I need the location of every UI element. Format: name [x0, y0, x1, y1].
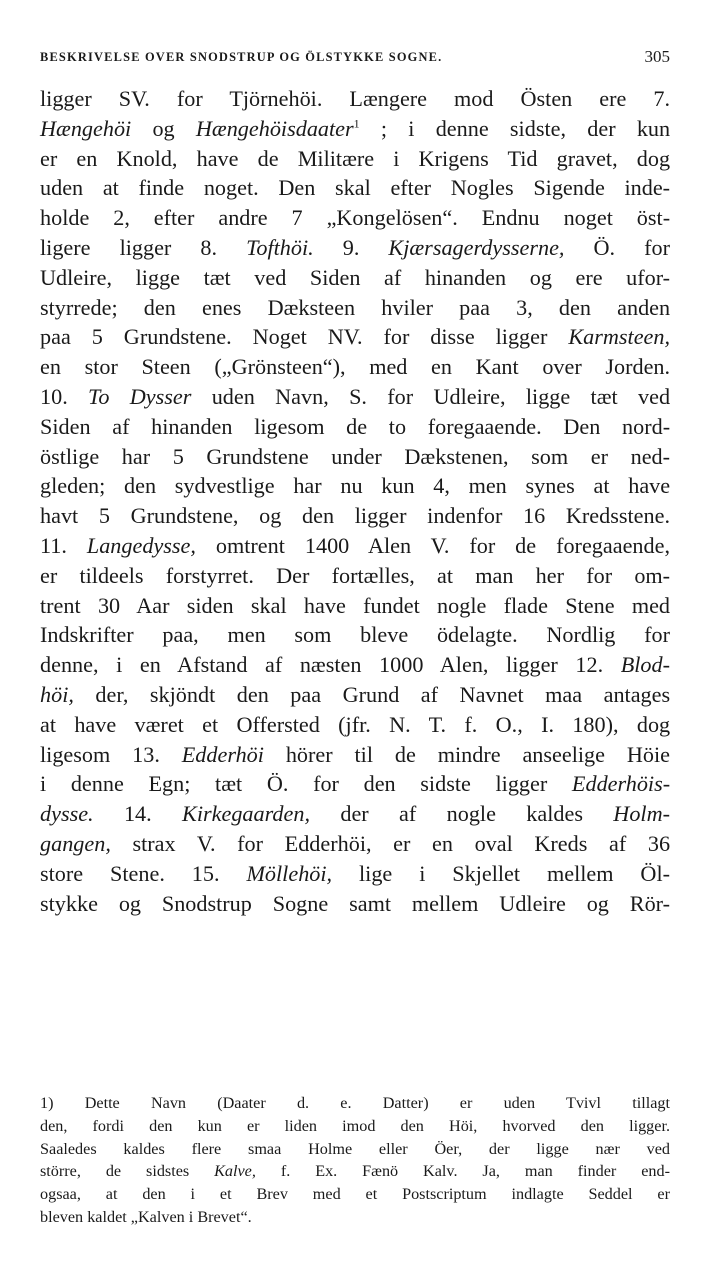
body-line: Udleire, ligge tæt ved Siden af hinanden og ere ufor- [40, 264, 671, 290]
body-line: dysse. 14. Kirkegaarden, der af nogle kaldes Holm- [40, 801, 670, 827]
body-line: en stor Steen („Grönsteen“), med en Kant over Jorden. [40, 354, 671, 380]
body-line: ligere ligger 8. Tofthöi. 9. Kjærsagerdysserne, Ö. for [40, 234, 671, 260]
page-header [40, 47, 670, 72]
body-line: er tildeels forstyrret. Der fortælles, at man her for om- [40, 562, 671, 588]
footnote-line: den, fordi den kun er liden imod den Höi, hvorved den ligger. [40, 1116, 670, 1135]
body-line: östlige har 5 Grundstene under Dækstenen, som er ned- [40, 443, 671, 469]
footnotes [40, 1092, 670, 1229]
footnote-line: bleven kaldet „Kalven i Brevet“. [40, 1207, 252, 1226]
body-line: er en Knold, have de Militære i Krigens Tid gravet, dog [40, 145, 671, 171]
footnote-line: 1) Dette Navn (Daater d. e. Datter) er uden Tvivl tillagt [40, 1094, 670, 1112]
body-line: höi, der, skjöndt den paa Grund af Navnet maa antages [40, 681, 671, 707]
body-line: at have været et Offersted (jfr. N. T. f. O., I. 180), dog [40, 711, 671, 737]
body-line: styrrede; den enes Dæksteen hviler paa 3, den anden [40, 294, 671, 320]
body-line: i denne Egn; tæt Ö. for den sidste ligger Edderhöis- [40, 771, 671, 797]
body-line: Hængehöi og Hængehöisdaater$^1$ ; i denne sidste, der kun [40, 115, 671, 141]
body-text [40, 84, 670, 918]
body-line: holde 2, efter andre 7 „Kongelösen“. Endnu noget öst- [40, 205, 671, 231]
body-line: 10. To Dysser uden Navn, S. for Udleire, ligge tæt ved [40, 383, 671, 409]
body-line: gleden; den sydvestlige har nu kun 4, men synes at have [40, 473, 671, 499]
footnote-line: ogsaa, at den i et Brev med et Postscriptum indlagte Seddel er [40, 1185, 670, 1204]
footnote-line: större, de sidstes Kalve, f. Ex. Fænö Kalv. Ja, man finder end- [40, 1162, 670, 1181]
body-line: stykke og Snodstrup Sogne samt mellem Udleire og Rör- [40, 890, 670, 916]
footnote-line: Saaledes kaldes flere smaa Holme eller Öer, der ligge nær ved [40, 1139, 670, 1158]
running-head: BESKRIVELSE OVER SNODSTRUP OG ÖLSTYKKE SOGNE. [40, 50, 443, 64]
body-line: 11. Langedysse, omtrent 1400 Alen V. for de foregaaende, [40, 532, 671, 558]
page-number: 305 [644, 47, 670, 66]
body-line: uden at finde noget. Den skal efter Nogles Sigende inde- [40, 175, 671, 201]
body-line: ligesom 13. Edderhöi hörer til de mindre anseelige Höie [40, 741, 671, 767]
body-line: Siden af hinanden ligesom de to foregaaende. Den nord- [40, 413, 671, 439]
body-line: store Stene. 15. Möllehöi, lige i Skjellet mellem Öl- [40, 860, 670, 886]
body-line: denne, i en Afstand af næsten 1000 Alen, ligger 12. Blod- [40, 652, 670, 678]
body-line: gangen, strax V. for Edderhöi, er en oval Kreds af 36 [40, 830, 671, 856]
body-line: ligger SV. for Tjörnehöi. Længere mod Östen ere 7. [40, 86, 671, 111]
body-line: havt 5 Grundstene, og den ligger indenfor 16 Kredsstene. [40, 503, 670, 529]
body-line: Indskrifter paa, men som bleve ödelagte. Nordlig for [40, 622, 671, 648]
body-line: paa 5 Grundstene. Noget NV. for disse ligger Karmsteen, [40, 324, 671, 350]
body-line: trent 30 Aar siden skal have fundet nogle flade Stene med [40, 592, 671, 618]
